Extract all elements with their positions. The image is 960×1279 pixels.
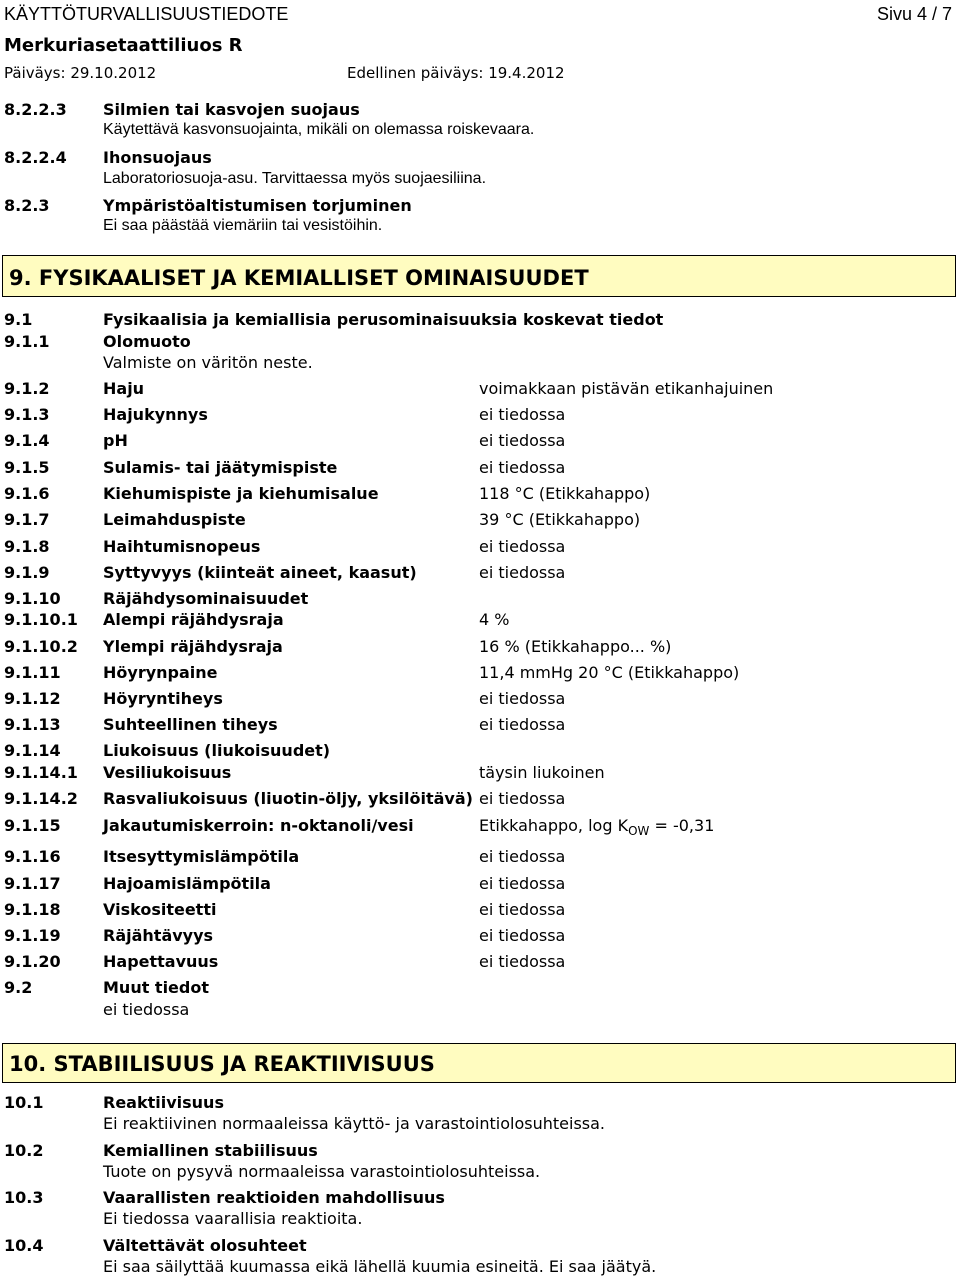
row-description: ei tiedossa xyxy=(103,1000,190,1019)
item-title: Ihonsuojaus xyxy=(103,148,212,167)
item-number: 8.2.3 xyxy=(4,196,50,215)
row-number: 9.1.19 xyxy=(4,926,61,945)
row-value: 118 °C (Etikkahappo) xyxy=(479,484,651,503)
row-value: ei tiedossa xyxy=(479,431,566,450)
row-value: voimakkaan pistävän etikanhajuinen xyxy=(479,379,774,398)
value-subscript: OW xyxy=(628,824,650,838)
row-value: ei tiedossa xyxy=(479,874,566,893)
row-number: 9.1.3 xyxy=(4,405,50,424)
row-number: 9.1.11 xyxy=(4,663,61,682)
row-value: ei tiedossa xyxy=(479,715,566,734)
row-value: ei tiedossa xyxy=(479,900,566,919)
document-type: KÄYTTÖTURVALLISUUSTIEDOTE xyxy=(4,4,289,24)
item-number: 8.2.2.4 xyxy=(4,148,67,167)
row-number: 9.1.10.2 xyxy=(4,637,78,656)
row-number: 9.1.20 xyxy=(4,952,61,971)
row-value: ei tiedossa xyxy=(479,789,566,808)
row-label: Hajukynnys xyxy=(103,405,208,424)
item-description: Käytettävä kasvonsuojainta, mikäli on olemassa roiskevaara. xyxy=(103,121,535,138)
row-label: Viskositeetti xyxy=(103,900,217,919)
row-value: ei tiedossa xyxy=(479,537,566,556)
row-value: 11,4 mmHg 20 °C (Etikkahappo) xyxy=(479,663,740,682)
row-value: 16 % (Etikkahappo... %) xyxy=(479,637,672,656)
row-number: 9.1.12 xyxy=(4,689,61,708)
row-value: ei tiedossa xyxy=(479,458,566,477)
row-number: 9.1.16 xyxy=(4,847,61,866)
item-number: 10.3 xyxy=(4,1188,44,1207)
row-number: 9.1.6 xyxy=(4,484,50,503)
row-label: Suhteellinen tiheys xyxy=(103,715,278,734)
page-number: Sivu 4 / 7 xyxy=(876,4,952,24)
row-label: Hapettavuus xyxy=(103,952,219,971)
item-description: Laboratoriosuoja-asu. Tarvittaessa myös suojaesiliina. xyxy=(103,170,487,187)
row-number: 9.1.2 xyxy=(4,379,50,398)
row-value xyxy=(479,816,714,838)
row-label: Sulamis- tai jäätymispiste xyxy=(103,458,338,477)
row-label: Höyrynpaine xyxy=(103,663,218,682)
row-number: 9.1 xyxy=(4,310,33,329)
row-value: ei tiedossa xyxy=(479,405,566,424)
row-label: Liukoisuus (liukoisuudet) xyxy=(103,741,331,760)
item-title: Kemiallinen stabiilisuus xyxy=(103,1141,318,1160)
previous-date: Edellinen päiväys: 19.4.2012 xyxy=(347,64,565,82)
row-label: Olomuoto xyxy=(103,332,191,351)
row-number: 9.2 xyxy=(4,978,33,997)
row-value: 39 °C (Etikkahappo) xyxy=(479,510,641,529)
row-label: Itsesyttymislämpötila xyxy=(103,847,300,866)
item-number: 10.2 xyxy=(4,1141,44,1160)
value-prefix: Etikkahappo, log K xyxy=(479,816,629,835)
item-number: 8.2.2.3 xyxy=(4,100,67,119)
row-number: 9.1.17 xyxy=(4,874,61,893)
section-10-heading-box xyxy=(2,1043,956,1083)
row-label: pH xyxy=(103,431,128,450)
row-label: Höyryntiheys xyxy=(103,689,223,708)
section-10-title: 10. STABIILISUUS JA REAKTIIVISUUS xyxy=(9,1052,435,1076)
row-number: 9.1.18 xyxy=(4,900,61,919)
section-9-heading-box xyxy=(2,255,956,297)
row-label: Haju xyxy=(103,379,145,398)
row-label: Ylempi räjähdysraja xyxy=(103,637,283,656)
row-label: Alempi räjähdysraja xyxy=(103,610,284,629)
row-label: Muut tiedot xyxy=(103,978,209,997)
item-number: 10.4 xyxy=(4,1236,44,1255)
item-description: Ei saa päästää viemäriin tai vesistöihin. xyxy=(103,217,383,234)
row-number: 9.1.4 xyxy=(4,431,50,450)
row-value: täysin liukoinen xyxy=(479,763,605,782)
row-label: Syttyvyys (kiinteät aineet, kaasut) xyxy=(103,563,417,582)
product-name: Merkuriasetaattiliuos R xyxy=(4,35,243,56)
row-label: Räjähtävyys xyxy=(103,926,214,945)
row-value: ei tiedossa xyxy=(479,563,566,582)
item-description: Ei reaktiivinen normaaleissa käyttö- ja varastointiolosuhteissa. xyxy=(103,1114,605,1133)
row-value: 4 % xyxy=(479,610,510,629)
row-number: 9.1.14.1 xyxy=(4,763,78,782)
row-label: Vesiliukoisuus xyxy=(103,763,232,782)
row-number: 9.1.15 xyxy=(4,816,61,835)
row-number: 9.1.13 xyxy=(4,715,61,734)
row-label: Hajoamislämpötila xyxy=(103,874,271,893)
row-description: Valmiste on väritön neste. xyxy=(103,353,313,372)
row-value: ei tiedossa xyxy=(479,952,566,971)
item-title: Silmien tai kasvojen suojaus xyxy=(103,100,360,119)
row-number: 9.1.14 xyxy=(4,741,61,760)
item-title: Vaarallisten reaktioiden mahdollisuus xyxy=(103,1188,445,1207)
row-label: Rasvaliukoisuus (liuotin-öljy, yksilöitävä) xyxy=(103,789,473,808)
row-number: 9.1.10.1 xyxy=(4,610,78,629)
item-title: Vältettävät olosuhteet xyxy=(103,1236,307,1255)
row-value: ei tiedossa xyxy=(479,847,566,866)
item-description: Ei saa säilyttää kuumassa eikä lähellä kuumia esineitä. Ei saa jäätyä. xyxy=(103,1257,657,1276)
row-number: 9.1.1 xyxy=(4,332,50,351)
row-label: Fysikaalisia ja kemiallisia perusominaisuuksia koskevat tiedot xyxy=(103,310,664,329)
item-number: 10.1 xyxy=(4,1093,44,1112)
row-label: Haihtumisnopeus xyxy=(103,537,261,556)
row-value: ei tiedossa xyxy=(479,689,566,708)
row-label: Jakautumiskerroin: n-oktanoli/vesi xyxy=(103,816,414,835)
row-label: Leimahduspiste xyxy=(103,510,246,529)
row-number: 9.1.5 xyxy=(4,458,50,477)
row-value: ei tiedossa xyxy=(479,926,566,945)
row-number: 9.1.9 xyxy=(4,563,50,582)
section-9-title: 9. FYSIKAALISET JA KEMIALLISET OMINAISUUDET xyxy=(9,266,589,290)
value-suffix: = -0,31 xyxy=(649,816,715,835)
item-description: Ei tiedossa vaarallisia reaktioita. xyxy=(103,1209,363,1228)
row-number: 9.1.7 xyxy=(4,510,50,529)
row-number: 9.1.8 xyxy=(4,537,50,556)
date: Päiväys: 29.10.2012 xyxy=(4,64,157,82)
item-description: Tuote on pysyvä normaaleissa varastointiolosuhteissa. xyxy=(103,1162,541,1181)
row-label: Kiehumispiste ja kiehumisalue xyxy=(103,484,379,503)
row-number: 9.1.14.2 xyxy=(4,789,78,808)
item-title: Reaktiivisuus xyxy=(103,1093,224,1112)
row-number: 9.1.10 xyxy=(4,589,61,608)
item-title: Ympäristöaltistumisen torjuminen xyxy=(103,196,412,215)
row-label: Räjähdysominaisuudet xyxy=(103,589,309,608)
